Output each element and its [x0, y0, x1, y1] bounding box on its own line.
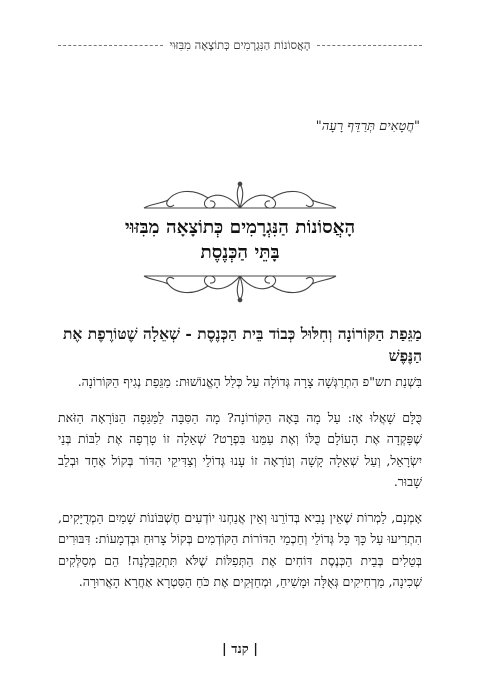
chapter-title-line-2: בָּתֵּי הַכְּנֶסֶת — [200, 242, 280, 263]
paragraph: בִּשְׁנַת תש"פ הִתְרַגְּשָׁה צָרָה גְּדוֹלָה עַל כְּלַל הָאֱנוֹשׁוּת: מַגֵּפַת נְגִיף הַקּוֹרוֹנָה. — [77, 374, 422, 389]
chapter-title — [40, 215, 440, 265]
running-header-text: הָאֲסוֹנוֹת הַנִּגְרָמִים כְּתוֹצָאָה מִבִּזּוּי — [169, 38, 311, 52]
motto: "חֲטָאִים תְּרַדֵּף רָעָה" — [315, 119, 420, 134]
page-number-value: קנד — [231, 642, 249, 657]
paragraph: אָמְנָם, לַמְרוֹת שֶׁאֵין נָבִיא בְּדוֹרֵנוּ וְאֵין אֲנַחְנוּ יוֹדְעִים חֶשְׁבּוֹנוֹת שָׁמַיִם הַמְדֻיָּקִים, הִתְרִיעוּ עַל כָּךְ כָּל גְּדוֹלֵי וְחַכְמֵי הַדּוֹרוֹת הַקּוֹדְמִים בְּקוֹל צָרוּחַ וּבְדְמָעוֹת: דִּבּוּרִים בְּטֵלִים בְּבֵית הַכְּנֶסֶת דּוֹחִים אֶת הַתְּפִלּוֹת שֶׁלֹּא תִּתְקַבֵּלְנָה! הֵם מְסַלְּקִים שְׁכִינָה, מַרְחִיקִים גְּאֻלָּה וּמָשִׁיחַ, וּמְחַזְּקִים אֶת כֹּחַ הַסִּטְרָא אַחֲרָא הָאֲרוּרָה. — [58, 509, 422, 589]
bottom-flourish-ornament — [138, 266, 342, 306]
page-number-bracket-left: | — [222, 642, 227, 657]
body-text — [58, 371, 422, 607]
running-header — [58, 38, 422, 52]
header-rule-left — [58, 45, 163, 46]
paragraph: כֻּלָּם שָׁאֲלוּ אָז: עַל מָה בָּאָה הַקּוֹרוֹנָה? מָה הַסִּבָּה לַמַּגֵּפָה הַנּוֹרָאָה הַזֹּאת שֶׁפָּקְדָה אֶת הָעוֹלָם כֻּלּוֹ וְאֶת עַמֵּנוּ בִּפְרָט? שְׁאֵלָה זוֹ טָרְפָה אֶת לִבּוֹת בְּנֵי יִשְׂרָאֵל, וְעַל שְׁאֵלָה קָשָׁה וְנוֹרָאָה זוֹ עָנוּ גְּדוֹלֵי וְצַדִּיקֵי הַדּוֹר בְּקוֹל אֶחָד וּבְלֵב שָׁבוּר. — [58, 409, 422, 489]
page-number — [0, 641, 480, 657]
section-title: מַגֵּפַת הַקּוֹרוֹנָה וְחִלּוּל כְּבוֹד בֵּית הַכְּנֶסֶת - שְׁאֵלָה שֶׁטּוֹרֶפֶת אֶת הַנֶּפֶשׁ — [62, 324, 422, 365]
page-number-bracket-right: | — [253, 642, 258, 657]
top-flourish-ornament — [138, 178, 342, 218]
chapter-title-line-1: הָאֲסוֹנוֹת הַנִּגְרָמִים כְּתוֹצָאָה מִבִּזּוּי — [124, 217, 356, 238]
header-rule-right — [317, 45, 422, 46]
